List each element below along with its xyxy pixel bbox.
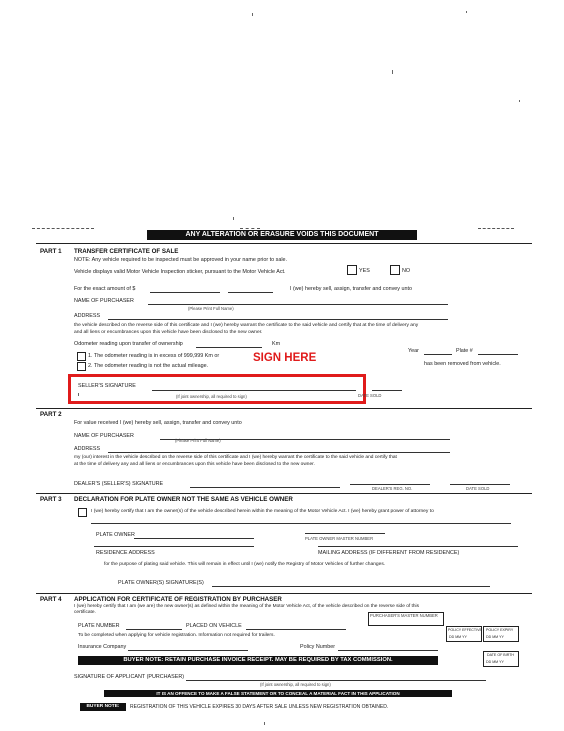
part4-label: PART 4 (40, 596, 62, 603)
purchaser-master-label: PURCHASER'S MASTER NUMBER (370, 613, 438, 618)
top-dotted-line (478, 228, 514, 229)
part1-purchaser-label: NAME OF PURCHASER (74, 298, 134, 304)
scan-speck (264, 722, 265, 725)
top-dotted-line (32, 228, 94, 229)
mailing-label: MAILING ADDRESS (IF DIFFERENT FROM RESIDENCE) (318, 550, 460, 556)
buyer-note-tag: BUYER NOTE: (80, 703, 126, 711)
part2-date-sold-field[interactable] (450, 484, 510, 485)
date-sold-field[interactable] (372, 390, 402, 391)
dealer-signature-label: DEALER'S (SELLER'S) SIGNATURE (74, 481, 164, 487)
part1-heading: TRANSFER CERTIFICATE OF SALE (74, 248, 179, 255)
insurance-field[interactable] (128, 650, 248, 651)
plate-number-label: PLATE NUMBER (78, 623, 120, 629)
scan-speck (466, 11, 467, 13)
year-field[interactable] (424, 354, 452, 355)
dealer-signature-field[interactable] (190, 487, 340, 488)
registration-expires-text: REGISTRATION OF THIS VEHICLE EXPIRES 30 DAYS AFTER SALE UNLESS NEW REGISTRATION OBTAINED. (130, 704, 389, 710)
part2-warrant-1: my (our) interest in the vehicle described on the reverse side of this certificate and I (we) hereby warrant the certificate to the said vehicle and certify that (74, 455, 397, 460)
policy-expiry-dmy: DD MM YY (486, 635, 504, 639)
offence-warning-bar: IT IS AN OFFENCE TO MAKE A FALSE STATEMENT OR TO CONCEAL A MATERIAL FACT IN THIS APPLICATION (104, 690, 452, 697)
part1-amount-label: For the exact amount of $ (74, 286, 136, 292)
applicant-joint-note: (If joint ownership, all required to sign) (260, 682, 331, 687)
date-of-birth-dmy: DD MM YY (486, 660, 504, 664)
part1-hereby: I (we) hereby sell, assign, transfer and convey unto (290, 286, 412, 292)
applicant-signature-label: SIGNATURE OF APPLICANT (PURCHASER) (74, 674, 185, 680)
odometer-option-1-checkbox[interactable] (77, 352, 86, 361)
part3-heading: DECLARATION FOR PLATE OWNER NOT THE SAME AS VEHICLE OWNER (74, 496, 293, 503)
year-label: Year (408, 348, 419, 354)
policy-effective-label: POLICY EFFECTIVE (448, 628, 482, 632)
part2-address-label: ADDRESS (74, 446, 101, 452)
part3-certify: I (we) hereby certify that I am the owner(s) of the vehicle described herein within the meaning of the Motor Vehicle Act. I (we) hereby grant power of attorney to (91, 509, 434, 514)
part1-label: PART 1 (40, 248, 62, 255)
insurance-label: Insurance Company (78, 644, 127, 650)
policy-number-label: Policy Number (300, 644, 336, 650)
part2-address-field[interactable] (108, 452, 450, 453)
part3-label: PART 3 (40, 496, 62, 503)
signature-highlight-box (68, 374, 366, 404)
plate-number-field[interactable] (126, 629, 182, 630)
part3-checkbox[interactable] (78, 508, 87, 517)
seller-joint-note: (If joint ownership, all required to sign) (176, 394, 247, 399)
banner-rule (36, 243, 532, 244)
residence-field[interactable] (94, 546, 254, 547)
plate-label: Plate # (456, 348, 473, 354)
placed-on-field[interactable] (246, 629, 346, 630)
seller-signature-field[interactable] (152, 390, 356, 391)
sign-here-annotation: SIGN HERE (253, 352, 317, 364)
please-print-note: (Please Print Full Name) (188, 306, 234, 311)
odometer-option-2-checkbox[interactable] (77, 362, 86, 371)
no-checkbox[interactable] (390, 265, 400, 275)
part4-heading: APPLICATION FOR CERTIFICATE OF REGISTRATION BY PURCHASER (74, 596, 282, 603)
plate-owner-master-field[interactable] (305, 533, 385, 534)
part1-warrant-2: and all liens or encumbrances upon this vehicle have been disclosed to the new owner. (74, 330, 263, 335)
address-field[interactable] (108, 319, 448, 320)
seller-signature-label: SELLER'S SIGNATURE (78, 383, 136, 389)
scan-speck (252, 13, 253, 16)
policy-number-field[interactable] (338, 650, 438, 651)
policy-effective-box[interactable] (446, 626, 482, 642)
scan-speck (78, 393, 79, 396)
amount-field[interactable] (150, 292, 220, 293)
part3-purpose: for the purpose of plating said vehicle. This will remain in effect until I (we) notify the Registry of Motor Vehicles of further changes. (104, 562, 386, 567)
part-divider (36, 408, 532, 409)
yes-label: YES (359, 268, 370, 274)
mailing-field[interactable] (318, 546, 518, 547)
residence-label: RESIDENCE ADDRESS (96, 550, 155, 556)
amount-field-2[interactable] (228, 292, 273, 293)
part1-warrant-1: the vehicle described on the reverse side of this certificate and I (we) hereby warrant the certificate to the said vehicle and certify that at the time of delivery any (74, 323, 419, 328)
dealer-reg-field[interactable] (350, 484, 430, 485)
plate-owner-master-label: PLATE OWNER MASTER NUMBER (305, 536, 374, 541)
plate-owner-signature-field[interactable] (212, 586, 490, 587)
plate-owner-label: PLATE OWNER (96, 532, 135, 538)
date-sold-label: DATE SOLD (358, 393, 382, 398)
yes-checkbox[interactable] (347, 265, 357, 275)
placed-on-label: PLACED ON VEHICLE (186, 623, 242, 629)
part2-purchaser-label: NAME OF PURCHASER (74, 433, 134, 439)
part4-certify-2: certificate. (74, 610, 96, 615)
odometer-field[interactable] (196, 347, 262, 348)
plate-removed-text: has been removed from vehicle. (424, 361, 501, 367)
scan-speck (392, 70, 393, 74)
part2-warrant-2: at the time of delivery any and all liens or encumbrances upon this vehicle have been disclosed to the new owner. (74, 462, 315, 467)
document-banner: ANY ALTERATION OR ERASURE VOIDS THIS DOCUMENT (147, 230, 417, 240)
part2-label: PART 2 (40, 411, 62, 418)
plate-owner-signature-label: PLATE OWNER(S) SIGNATURE(S) (118, 580, 204, 586)
scan-speck (519, 100, 520, 102)
part-divider (36, 493, 532, 494)
part2-please-print: (Please Print Full Name) (175, 438, 221, 443)
date-of-birth-box[interactable] (483, 651, 519, 667)
part1-note: NOTE: Any vehicle required to be inspected must be approved in your name prior to sale. (74, 257, 288, 263)
odometer-option-2: 2. The odometer reading is not the actual mileage. (88, 363, 209, 369)
plate-field[interactable] (478, 354, 518, 355)
part4-certify-1: I (we) hereby certify that I am (we are) the new owner(s) as defined within the meaning of the Motor Vehicle Act, of the vehicle described on the reverse side of this (74, 604, 420, 609)
part3-attorney-field[interactable] (91, 523, 511, 524)
policy-expiry-box[interactable] (483, 626, 519, 642)
date-of-birth-label: DATE OF BIRTH (487, 653, 515, 657)
applicant-signature-field[interactable] (186, 680, 486, 681)
part2-for-value: For value received I (we) hereby sell, assign, transfer and convey unto (74, 420, 242, 426)
odometer-label: Odometer reading upon transfer of ownership (74, 341, 183, 347)
no-label: NO (402, 268, 411, 274)
odometer-option-1: 1. The odometer reading is in excess of 999,999 Km or (88, 353, 220, 359)
policy-effective-dmy: DD MM YY (449, 635, 467, 639)
dealer-reg-label: DEALER'S REG. NO. (372, 486, 413, 491)
part-divider (36, 593, 532, 594)
plate-owner-field[interactable] (134, 538, 254, 539)
scan-speck (233, 217, 234, 220)
part1-sticker-question: Vehicle displays valid Motor Vehicle Inspection sticker, pursuant to the Motor Vehicle Act. (74, 269, 286, 275)
to-be-completed-note: To be completed when applying for vehicle registration. Information not required for trailers. (78, 633, 275, 638)
part2-date-sold-label: DATE SOLD (466, 486, 490, 491)
part1-address-label: ADDRESS (74, 313, 101, 319)
purchaser-name-field[interactable] (148, 304, 448, 305)
policy-expiry-label: POLICY EXPIRY (486, 628, 514, 632)
odometer-km: Km (272, 341, 281, 347)
buyer-note-bar: BUYER NOTE: RETAIN PURCHASE INVOICE RECEIPT. MAY BE REQUIRED BY TAX COMMISSION. (78, 656, 438, 665)
top-dotted-line (240, 228, 260, 229)
